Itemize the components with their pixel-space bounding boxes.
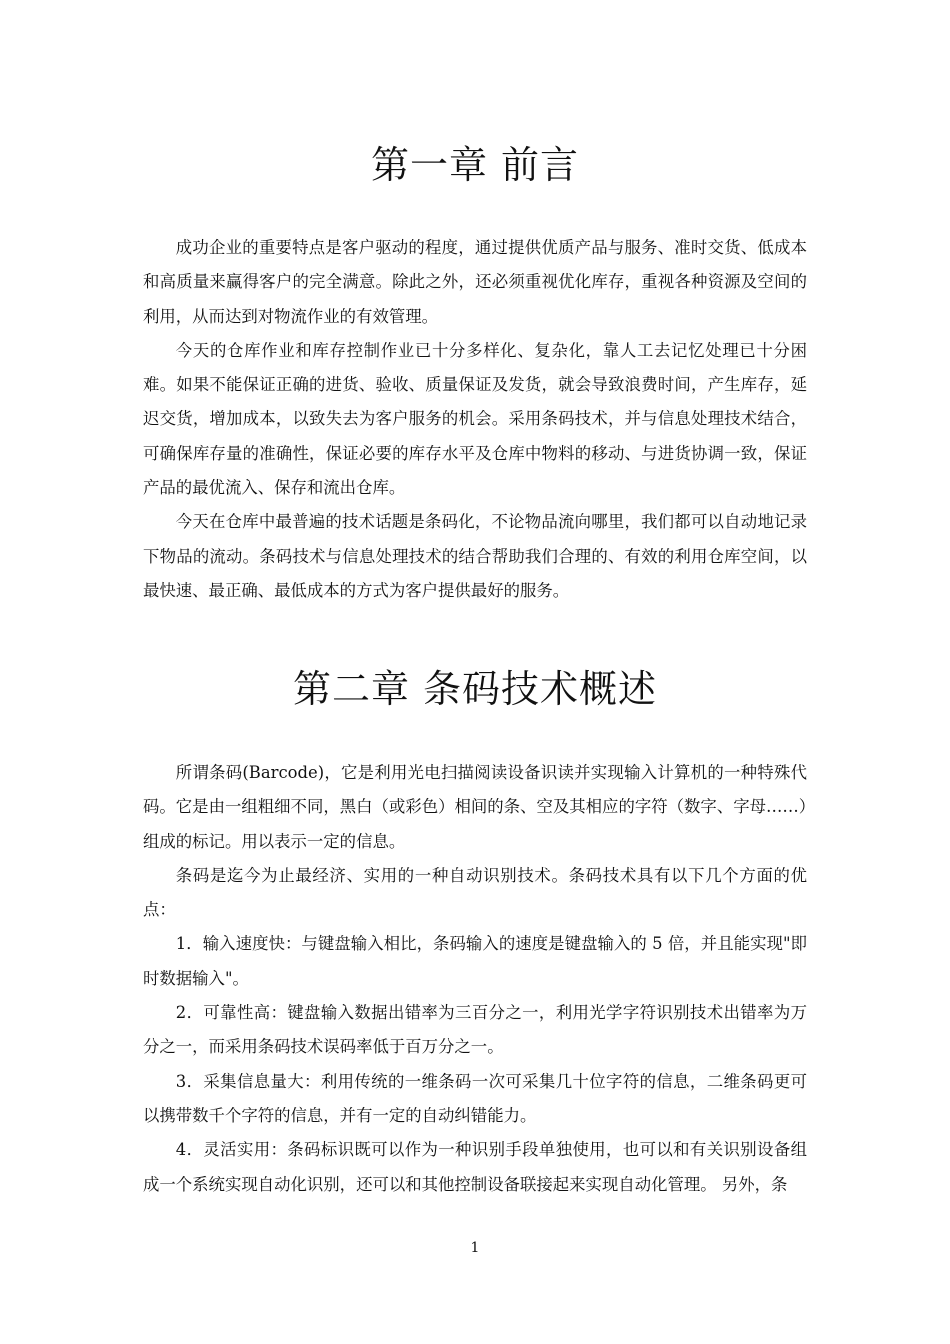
chapter-2-paragraph: 条码是迄今为止最经济、实用的一种自动识别技术。条码技术具有以下几个方面的优点： xyxy=(143,865,807,920)
page-number: 1 xyxy=(470,1240,480,1256)
chapter-1-paragraph: 今天的仓库作业和库存控制作业已十分多样化、复杂化，靠人工去记忆处理已十分困难。如果不能保证正确的进货、验收、质量保证及发货，就会导致浪费时间，产生库存，延迟交货，增加成本，以致失去为客户服务的机会。采用条码技术，并与信息处理技术结合，可确保库存量的准确性，保证必要的库存水平及仓库中物料的移动、与进货协调一致，保证产品的最优流入、保存和流出仓库。 xyxy=(143,340,807,498)
chapter-1-body xyxy=(143,231,807,608)
chapter-2-paragraph: 3．采集信息量大：利用传统的一维条码一次可采集几十位字符的信息，二维条码更可以携带数千个字符的信息，并有一定的自动纠错能力。 xyxy=(143,1071,807,1125)
chapter-2-paragraph: 1．输入速度快：与键盘输入相比，条码输入的速度是键盘输入的 5 倍，并且能实现"即时数据输入"。 xyxy=(143,934,807,988)
chapter-2-body xyxy=(143,756,807,1202)
chapter-2-paragraph: 所谓条码(Barcode)，它是利用光电扫描阅读设备识读并实现输入计算机的一种特殊代码。它是由一组粗细不同，黑白（或彩色）相间的条、空及其相应的字符（数字、字母……）组成的标记。用以表示一定的信息。 xyxy=(143,763,807,851)
chapter-1-paragraph: 成功企业的重要特点是客户驱动的程度，通过提供优质产品与服务、准时交货、低成本和高质量来赢得客户的完全满意。除此之外，还必须重视优化库存，重视各种资源及空间的利用，从而达到对物流作业的有效管理。 xyxy=(143,238,807,326)
chapter-2-paragraph: 2．可靠性高：键盘输入数据出错率为三百分之一，利用光学字符识别技术出错率为万分之一，而采用条码技术误码率低于百万分之一。 xyxy=(143,1003,807,1057)
chapter-1-paragraph: 今天在仓库中最普遍的技术话题是条码化，不论物品流向哪里，我们都可以自动地记录下物品的流动。条码技术与信息处理技术的结合帮助我们合理的、有效的利用仓库空间，以最快速、最正确、最低成本的方式为客户提供最好的服务。 xyxy=(143,512,807,600)
chapter-2-title: 第二章 条码技术概述 xyxy=(292,667,658,711)
chapter-2-paragraph: 4．灵活实用：条码标识既可以作为一种识别手段单独使用，也可以和有关识别设备组成一个系统实现自动化识别，还可以和其他控制设备联接起来实现自动化管理。 另外，条 xyxy=(143,1140,807,1194)
chapter-1-title: 第一章 前言 xyxy=(370,143,580,187)
